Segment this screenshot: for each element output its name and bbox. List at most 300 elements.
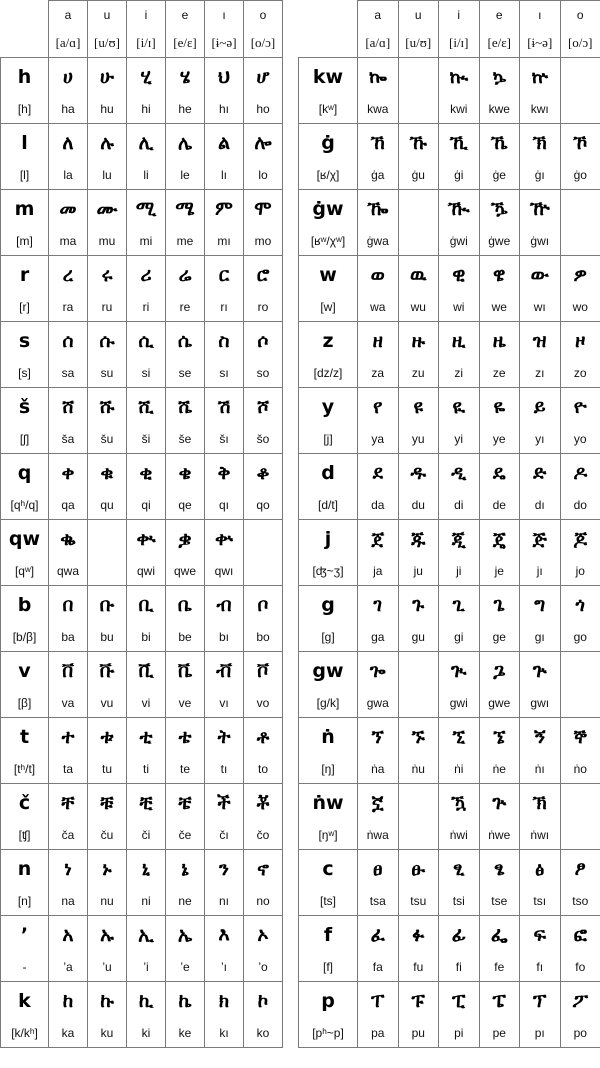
ethiopic-glyph: ዩ (398, 388, 439, 426)
transliteration: va (49, 689, 88, 718)
consonant-ipa: [pʰ~p] (299, 1019, 358, 1048)
transliteration: šo (244, 425, 283, 454)
ethiopic-glyph: ኦ (244, 916, 283, 954)
consonant-ipa: [b/β] (1, 623, 49, 652)
ethiopic-glyph (88, 520, 127, 558)
glyph-row (1, 784, 283, 822)
ethiopic-glyph: ፕ (520, 982, 561, 1020)
ethiopic-glyph: ጕ (479, 784, 520, 822)
transliteration (398, 689, 439, 718)
ethiopic-glyph: ጐ (358, 652, 399, 690)
transliteration: nı (205, 887, 244, 916)
transliteration: so (244, 359, 283, 388)
transliteration-row (299, 359, 600, 388)
transliteration: ṅa (358, 755, 399, 784)
consonant-label: h (1, 58, 49, 96)
vowel-header-row (1, 1, 283, 30)
ethiopic-glyph: ጅ (520, 520, 561, 558)
transliteration: ġwi (439, 227, 480, 256)
ethiopic-glyph: ዂ (439, 190, 480, 228)
ethiopic-glyph: ዎ (560, 256, 600, 294)
glyph-row (1, 322, 283, 360)
ethiopic-glyph: ዌ (479, 256, 520, 294)
consonant-label: v (1, 652, 49, 690)
consonant-ipa: [ts] (299, 887, 358, 916)
vowel-ipa: [o/ɔ] (244, 29, 283, 58)
ethiopic-glyph: ሀ (49, 58, 88, 96)
glyph-row (299, 718, 600, 756)
ethiopic-glyph: ኵ (520, 58, 561, 96)
transliteration: pı (520, 1019, 561, 1048)
ethiopic-glyph: ፒ (439, 982, 480, 1020)
transliteration: vı (205, 689, 244, 718)
transliteration: do (560, 491, 600, 520)
ethiopic-glyph: ዶ (560, 454, 600, 492)
transliteration: qo (244, 491, 283, 520)
transliteration: wa (358, 293, 399, 322)
transliteration: ji (439, 557, 480, 586)
ethiopic-glyph: ኡ (88, 916, 127, 954)
transliteration: ’e (166, 953, 205, 982)
transliteration: qwı (205, 557, 244, 586)
ethiopic-glyph: ሽ (205, 388, 244, 426)
consonant-label: t (1, 718, 49, 756)
transliteration: ke (166, 1019, 205, 1048)
vowel-ipa: [a/ɑ] (358, 29, 399, 58)
transliteration (560, 821, 600, 850)
ethiopic-glyph: ሺ (127, 388, 166, 426)
consonant-ipa: [w] (299, 293, 358, 322)
ethiopic-glyph: ል (205, 124, 244, 162)
ethiopic-glyph: ት (205, 718, 244, 756)
consonant-label: d (299, 454, 358, 492)
transliteration-row (299, 755, 600, 784)
ethiopic-glyph: እ (205, 916, 244, 954)
ethiopic-glyph: ፀ (358, 850, 399, 888)
transliteration: de (479, 491, 520, 520)
ethiopic-glyph: ሾ (244, 388, 283, 426)
transliteration: kwe (479, 95, 520, 124)
ethiopic-glyph: ዘ (358, 322, 399, 360)
ethiopic-glyph: ር (205, 256, 244, 294)
glyph-row (299, 652, 600, 690)
transliteration-row (299, 425, 600, 454)
ethiopic-glyph: ፁ (398, 850, 439, 888)
ethiopic-glyph: ሩ (88, 256, 127, 294)
transliteration: lu (88, 161, 127, 190)
ethiopic-glyph: ቼ (166, 784, 205, 822)
ethiopic-glyph: ጕ (520, 652, 561, 690)
transliteration: kwi (439, 95, 480, 124)
ethiopic-glyph: ድ (520, 454, 561, 492)
consonant-ipa: [β] (1, 689, 49, 718)
left-syllabary-table (0, 0, 283, 1048)
ethiopic-glyph (398, 652, 439, 690)
transliteration-row (299, 689, 600, 718)
transliteration: yo (560, 425, 600, 454)
transliteration-row (299, 1019, 600, 1048)
transliteration-row (1, 953, 283, 982)
ethiopic-glyph: ኮ (244, 982, 283, 1020)
ethiopic-glyph (398, 190, 439, 228)
vowel-letter: a (49, 1, 88, 30)
transliteration: we (479, 293, 520, 322)
corner-cell (1, 1, 49, 30)
ethiopic-glyph: ዬ (479, 388, 520, 426)
ethiopic-glyph: አ (49, 916, 88, 954)
ethiopic-glyph: ቺ (127, 784, 166, 822)
transliteration: fu (398, 953, 439, 982)
consonant-label: kw (299, 58, 358, 96)
vowel-ipa-row (1, 29, 283, 58)
ethiopic-glyph: ቌ (166, 520, 205, 558)
ethiopic-glyph (560, 784, 600, 822)
transliteration: ni (127, 887, 166, 916)
transliteration: nu (88, 887, 127, 916)
transliteration: po (560, 1019, 600, 1048)
transliteration: ġo (560, 161, 600, 190)
ethiopic-glyph: ዮ (560, 388, 600, 426)
ethiopic-glyph: ነ (49, 850, 88, 888)
vowel-letter: a (358, 1, 399, 30)
transliteration: be (166, 623, 205, 652)
ethiopic-glyph: ፍ (520, 916, 561, 954)
transliteration: čı (205, 821, 244, 850)
ethiopic-glyph: ጂ (439, 520, 480, 558)
ethiopic-glyph: ኾ (560, 124, 600, 162)
ethiopic-glyph: ኚ (439, 718, 480, 756)
transliteration: sı (205, 359, 244, 388)
transliteration: ṅi (439, 755, 480, 784)
consonant-label: ṅ (299, 718, 358, 756)
transliteration: qwe (166, 557, 205, 586)
consonant-ipa: [ŋ] (299, 755, 358, 784)
transliteration-row (1, 557, 283, 586)
ethiopic-glyph: ፉ (398, 916, 439, 954)
glyph-row (299, 982, 600, 1020)
ethiopic-glyph: ቆ (244, 454, 283, 492)
vowel-ipa: [a/ɑ] (49, 29, 88, 58)
consonant-ipa: [r] (1, 293, 49, 322)
ethiopic-glyph: ዙ (398, 322, 439, 360)
ethiopic-glyph: ሞ (244, 190, 283, 228)
transliteration: če (166, 821, 205, 850)
consonant-label: r (1, 256, 49, 294)
ethiopic-glyph (398, 58, 439, 96)
transliteration: ṅwa (358, 821, 399, 850)
glyph-row (1, 916, 283, 954)
consonant-label: y (299, 388, 358, 426)
transliteration: wi (439, 293, 480, 322)
ethiopic-glyph: ኖ (244, 850, 283, 888)
transliteration: ġwı (520, 227, 561, 256)
ethiopic-glyph: ኝ (520, 718, 561, 756)
transliteration: ’i (127, 953, 166, 982)
transliteration: ġi (439, 161, 480, 190)
transliteration: ṅo (560, 755, 600, 784)
transliteration: qı (205, 491, 244, 520)
transliteration-row (299, 821, 600, 850)
ethiopic-glyph: ኞ (560, 718, 600, 756)
transliteration: ve (166, 689, 205, 718)
transliteration: ču (88, 821, 127, 850)
consonant-label: n (1, 850, 49, 888)
ethiopic-glyph: ኔ (166, 850, 205, 888)
vowel-ipa: [o/ɔ] (560, 29, 600, 58)
ethiopic-glyph: ቭ (205, 652, 244, 690)
transliteration: ġe (479, 161, 520, 190)
vowel-ipa: [e/ɛ] (479, 29, 520, 58)
ethiopic-glyph: ኙ (398, 718, 439, 756)
transliteration: lı (205, 161, 244, 190)
transliteration: ġı (520, 161, 561, 190)
ethiopic-glyph: ዊ (439, 256, 480, 294)
ethiopic-glyph: ሶ (244, 322, 283, 360)
consonant-label: l (1, 124, 49, 162)
ethiopic-glyph: ፆ (560, 850, 600, 888)
transliteration: du (398, 491, 439, 520)
ethiopic-glyph: ኤ (166, 916, 205, 954)
transliteration: ba (49, 623, 88, 652)
ethiopic-glyph: ቪ (127, 652, 166, 690)
transliteration: su (88, 359, 127, 388)
transliteration: yu (398, 425, 439, 454)
ethiopic-glyph: ሮ (244, 256, 283, 294)
transliteration: ma (49, 227, 88, 256)
vowel-ipa-row (299, 29, 600, 58)
transliteration: čo (244, 821, 283, 850)
vowel-letter: o (244, 1, 283, 30)
transliteration: še (166, 425, 205, 454)
transliteration-row (1, 491, 283, 520)
ethiopic-glyph: ፖ (560, 982, 600, 1020)
ethiopic-glyph: ጌ (479, 586, 520, 624)
ethiopic-glyph: ሰ (49, 322, 88, 360)
transliteration-row (299, 491, 600, 520)
ethiopic-glyph: ኢ (127, 916, 166, 954)
ethiopic-glyph: ቈ (49, 520, 88, 558)
ethiopic-glyph: ዚ (439, 322, 480, 360)
ethiopic-glyph: ኸ (358, 124, 399, 162)
transliteration: ru (88, 293, 127, 322)
transliteration: bu (88, 623, 127, 652)
transliteration: fi (439, 953, 480, 982)
transliteration: li (127, 161, 166, 190)
transliteration-row (1, 887, 283, 916)
transliteration-row (1, 359, 283, 388)
vowel-letter: i (439, 1, 480, 30)
ethiopic-glyph: ኽ (520, 124, 561, 162)
transliteration: fı (520, 953, 561, 982)
transliteration: pi (439, 1019, 480, 1048)
ethiopic-glyph: ፊ (439, 916, 480, 954)
consonant-label: m (1, 190, 49, 228)
ethiopic-glyph: ስ (205, 322, 244, 360)
glyph-row (299, 388, 600, 426)
glyph-row (299, 190, 600, 228)
ethiopic-glyph: ገ (358, 586, 399, 624)
transliteration: je (479, 557, 520, 586)
transliteration: gwe (479, 689, 520, 718)
ethiopic-glyph: ኴ (479, 58, 520, 96)
transliteration: tsu (398, 887, 439, 916)
consonant-label: q (1, 454, 49, 492)
ethiopic-glyph: ኘ (358, 718, 399, 756)
transliteration: ṅwı (520, 821, 561, 850)
transliteration: la (49, 161, 88, 190)
vowel-ipa: [u/ʊ] (398, 29, 439, 58)
ethiopic-glyph: ይ (520, 388, 561, 426)
consonant-label: š (1, 388, 49, 426)
transliteration (560, 227, 600, 256)
transliteration: zı (520, 359, 561, 388)
ethiopic-glyph: ኹ (398, 124, 439, 162)
transliteration: hi (127, 95, 166, 124)
transliteration (88, 557, 127, 586)
consonant-ipa: [qʷ] (1, 557, 49, 586)
consonant-ipa: [ʤ~ʒ] (299, 557, 358, 586)
transliteration: ġwe (479, 227, 520, 256)
ethiopic-glyph: ቅ (205, 454, 244, 492)
transliteration: gwı (520, 689, 561, 718)
ethiopic-glyph: ቦ (244, 586, 283, 624)
ethiopic-glyph: ሬ (166, 256, 205, 294)
transliteration: ta (49, 755, 88, 784)
glyph-row (299, 784, 600, 822)
ethiopic-glyph: ሸ (49, 388, 88, 426)
glyph-row (299, 58, 600, 96)
ethiopic-glyph: ቂ (127, 454, 166, 492)
transliteration: fe (479, 953, 520, 982)
transliteration: ča (49, 821, 88, 850)
transliteration-row (1, 689, 283, 718)
consonant-label: g (299, 586, 358, 624)
glyph-row (1, 388, 283, 426)
transliteration: pu (398, 1019, 439, 1048)
transliteration: ra (49, 293, 88, 322)
transliteration: dı (520, 491, 561, 520)
consonant-label: c (299, 850, 358, 888)
transliteration: ne (166, 887, 205, 916)
transliteration: ’a (49, 953, 88, 982)
ethiopic-glyph: ቶ (244, 718, 283, 756)
transliteration-row (1, 95, 283, 124)
consonant-ipa: [g/k] (299, 689, 358, 718)
ethiopic-glyph: ዄ (479, 190, 520, 228)
ethiopic-glyph: ቤ (166, 586, 205, 624)
ethiopic-glyph: ቾ (244, 784, 283, 822)
consonant-ipa: [k/kʰ] (1, 1019, 49, 1048)
ethiopic-glyph (560, 190, 600, 228)
ethiopic-glyph: ፌ (479, 916, 520, 954)
transliteration: gu (398, 623, 439, 652)
consonant-ipa: [m] (1, 227, 49, 256)
transliteration: bı (205, 623, 244, 652)
ethiopic-glyph: ቄ (166, 454, 205, 492)
transliteration: šı (205, 425, 244, 454)
transliteration: ṅwe (479, 821, 520, 850)
ethiopic-glyph: ሼ (166, 388, 205, 426)
ethiopic-glyph: ሜ (166, 190, 205, 228)
transliteration (560, 95, 600, 124)
ethiopic-glyph: ሚ (127, 190, 166, 228)
transliteration: se (166, 359, 205, 388)
transliteration-row (299, 557, 600, 586)
consonant-ipa: [kʷ] (299, 95, 358, 124)
vowel-letter: ı (520, 1, 561, 30)
transliteration: ku (88, 1019, 127, 1048)
transliteration: te (166, 755, 205, 784)
ethiopic-glyph: ዲ (439, 454, 480, 492)
transliteration: tı (205, 755, 244, 784)
ethiopic-glyph: ጉ (398, 586, 439, 624)
ethiopic-glyph: ኽ (520, 784, 561, 822)
consonant-ipa: [g] (299, 623, 358, 652)
vowel-letter: o (560, 1, 600, 30)
transliteration-row (299, 293, 600, 322)
transliteration-row (1, 227, 283, 256)
consonant-label: b (1, 586, 49, 624)
vowel-letter: u (398, 1, 439, 30)
vowel-header-row (299, 1, 600, 30)
transliteration: ga (358, 623, 399, 652)
transliteration: či (127, 821, 166, 850)
ethiopic-glyph (244, 520, 283, 558)
ethiopic-glyph: ሹ (88, 388, 127, 426)
transliteration: vi (127, 689, 166, 718)
transliteration-row (1, 161, 283, 190)
ethiopic-glyph (560, 58, 600, 96)
consonant-ipa: [dz/z] (299, 359, 358, 388)
transliteration: ’u (88, 953, 127, 982)
ethiopic-glyph: ኜ (479, 718, 520, 756)
consonant-ipa: [j] (299, 425, 358, 454)
transliteration: ro (244, 293, 283, 322)
vowel-ipa: [i/ɪ] (127, 29, 166, 58)
transliteration: ġa (358, 161, 399, 190)
transliteration: tsi (439, 887, 480, 916)
ethiopic-glyph: ሆ (244, 58, 283, 96)
ethiopic-glyph: ሴ (166, 322, 205, 360)
ethiopic-glyph: ቍ (205, 520, 244, 558)
transliteration: me (166, 227, 205, 256)
transliteration: ši (127, 425, 166, 454)
consonant-label: p (299, 982, 358, 1020)
glyph-row (299, 256, 600, 294)
ethiopic-glyph: ሎ (244, 124, 283, 162)
transliteration (244, 557, 283, 586)
ethiopic-glyph: ኑ (88, 850, 127, 888)
consonant-label: ṅw (299, 784, 358, 822)
transliteration: ya (358, 425, 399, 454)
transliteration: gi (439, 623, 480, 652)
consonant-label: ġw (299, 190, 358, 228)
transliteration-row (1, 425, 283, 454)
ethiopic-glyph: ኟ (358, 784, 399, 822)
transliteration: ha (49, 95, 88, 124)
ethiopic-glyph: ዱ (398, 454, 439, 492)
ethiopic-glyph: ክ (205, 982, 244, 1020)
ethiopic-glyph: ሄ (166, 58, 205, 96)
consonant-ipa: [ʁ/χ] (299, 161, 358, 190)
ethiopic-glyph: ቀ (49, 454, 88, 492)
consonant-label: w (299, 256, 358, 294)
ethiopic-glyph: ጒ (439, 652, 480, 690)
ethiopic-glyph: ህ (205, 58, 244, 96)
consonant-ipa: [n] (1, 887, 49, 916)
ethiopic-glyph: ከ (49, 982, 88, 1020)
ethiopic-glyph: ኲ (439, 58, 480, 96)
